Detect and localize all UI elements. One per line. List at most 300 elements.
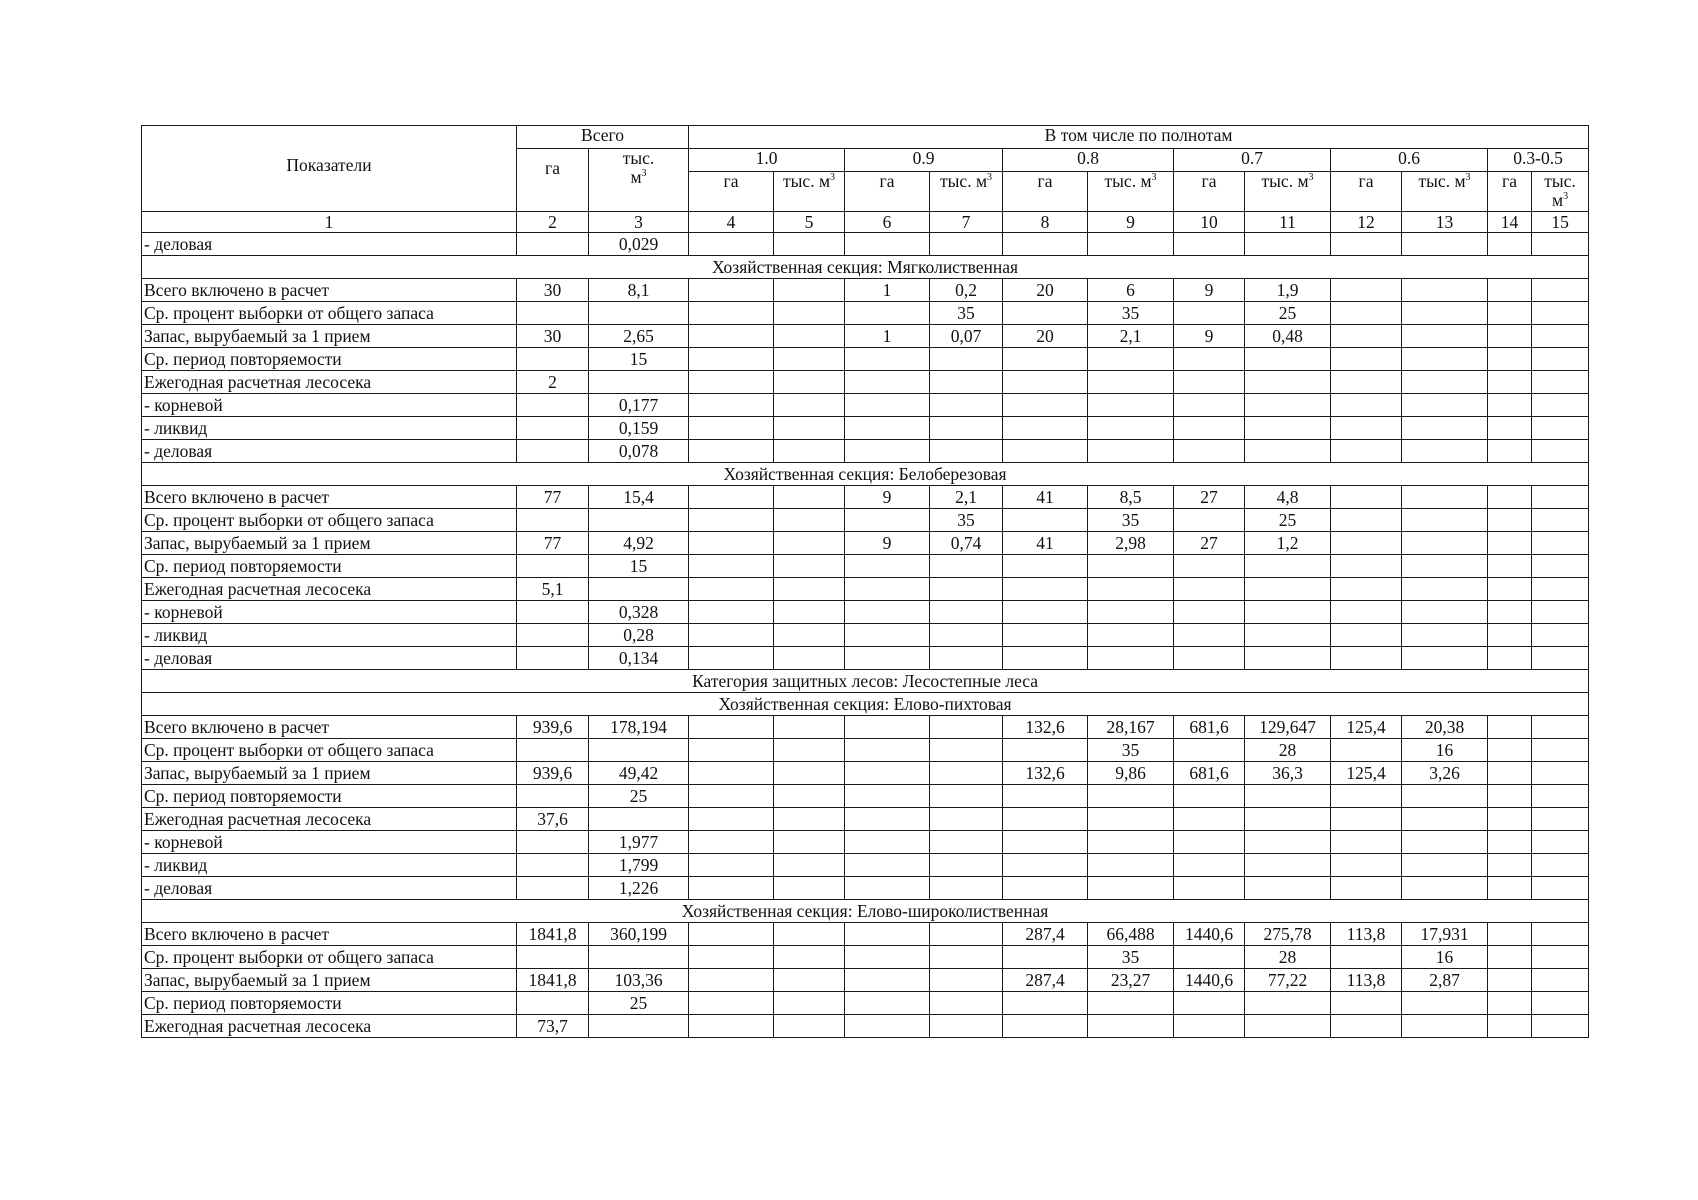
table-cell xyxy=(517,601,589,624)
table-cell: 0,029 xyxy=(589,233,689,256)
table-cell: 36,3 xyxy=(1245,762,1331,785)
table-row xyxy=(142,762,1589,785)
table-cell: 1,799 xyxy=(589,854,689,877)
row-label: Ср. период повторяемости xyxy=(142,348,517,371)
table-cell xyxy=(774,440,845,463)
table-cell: 1841,8 xyxy=(517,969,589,992)
table-cell xyxy=(1331,440,1402,463)
table-cell xyxy=(774,647,845,670)
column-numbers-row xyxy=(142,212,1589,233)
row-label: Ежегодная расчетная лесосека xyxy=(142,1015,517,1038)
unit-th-m: тыс. м xyxy=(940,171,988,191)
table-cell xyxy=(689,808,774,831)
column-number: 1 xyxy=(142,212,517,233)
row-label: Ежегодная расчетная лесосека xyxy=(142,371,517,394)
header-density-volume xyxy=(1245,172,1331,212)
header-density-ha: га xyxy=(845,172,930,212)
column-number: 5 xyxy=(774,212,845,233)
table-cell: 1,9 xyxy=(1245,279,1331,302)
unit-sup: 3 xyxy=(1563,191,1569,203)
table-cell xyxy=(930,969,1003,992)
table-cell xyxy=(774,762,845,785)
table-cell xyxy=(1003,440,1088,463)
table-cell: 287,4 xyxy=(1003,969,1088,992)
table-cell xyxy=(930,785,1003,808)
row-label: Запас, вырубаемый за 1 прием xyxy=(142,325,517,348)
table-cell xyxy=(1003,831,1088,854)
table-cell xyxy=(1532,555,1589,578)
table-cell xyxy=(517,348,589,371)
table-cell xyxy=(1174,371,1245,394)
table-cell xyxy=(774,624,845,647)
section-title: Хозяйственная секция: Мягколиственная xyxy=(142,256,1589,279)
table-cell xyxy=(930,371,1003,394)
table-cell xyxy=(1532,854,1589,877)
table-cell xyxy=(845,762,930,785)
table-cell xyxy=(1088,624,1174,647)
table-cell xyxy=(1402,785,1488,808)
table-cell xyxy=(1532,532,1589,555)
table-cell xyxy=(1174,578,1245,601)
table-cell xyxy=(1003,624,1088,647)
table-cell: 9,86 xyxy=(1088,762,1174,785)
table-cell: 6 xyxy=(1088,279,1174,302)
table-cell xyxy=(689,785,774,808)
table-cell xyxy=(1488,946,1532,969)
table-cell xyxy=(930,1015,1003,1038)
table-cell xyxy=(1245,601,1331,624)
table-cell: 1,2 xyxy=(1245,532,1331,555)
table-cell xyxy=(930,992,1003,1015)
column-number: 10 xyxy=(1174,212,1245,233)
table-cell: 20 xyxy=(1003,325,1088,348)
table-cell: 9 xyxy=(845,532,930,555)
table-cell xyxy=(1003,302,1088,325)
table-cell: 0,078 xyxy=(589,440,689,463)
table-cell xyxy=(1003,578,1088,601)
table-row xyxy=(142,831,1589,854)
table-cell: 27 xyxy=(1174,486,1245,509)
table-cell xyxy=(930,808,1003,831)
table-cell xyxy=(1003,854,1088,877)
table-row xyxy=(142,1015,1589,1038)
table-cell xyxy=(689,992,774,1015)
table-cell xyxy=(517,417,589,440)
section-row xyxy=(142,463,1589,486)
column-number: 2 xyxy=(517,212,589,233)
table-cell: 15 xyxy=(589,555,689,578)
table-cell xyxy=(1488,486,1532,509)
row-label: Всего включено в расчет xyxy=(142,279,517,302)
table-cell: 77,22 xyxy=(1245,969,1331,992)
table-cell xyxy=(689,509,774,532)
table-cell xyxy=(517,509,589,532)
table-cell xyxy=(1488,785,1532,808)
table-row xyxy=(142,325,1589,348)
table-cell xyxy=(845,417,930,440)
table-cell xyxy=(1331,532,1402,555)
table-cell xyxy=(1331,371,1402,394)
table-row xyxy=(142,946,1589,969)
table-cell xyxy=(774,854,845,877)
column-number: 13 xyxy=(1402,212,1488,233)
header-density-volume xyxy=(1532,172,1589,212)
table-cell: 2,1 xyxy=(930,486,1003,509)
table-cell xyxy=(1174,417,1245,440)
table-cell: 0,328 xyxy=(589,601,689,624)
header-density-volume xyxy=(1088,172,1174,212)
table-cell xyxy=(1245,854,1331,877)
table-cell xyxy=(774,1015,845,1038)
table-cell xyxy=(1488,394,1532,417)
table-cell xyxy=(1174,348,1245,371)
unit-th-m: тыс. м xyxy=(1261,171,1309,191)
unit-sup: 3 xyxy=(641,168,647,180)
table-cell xyxy=(930,417,1003,440)
table-cell xyxy=(1003,394,1088,417)
table-cell xyxy=(1174,739,1245,762)
table-cell xyxy=(774,348,845,371)
table-cell xyxy=(1088,1015,1174,1038)
table-row xyxy=(142,923,1589,946)
table-cell xyxy=(517,233,589,256)
table-cell xyxy=(589,578,689,601)
table-cell xyxy=(1088,394,1174,417)
table-cell xyxy=(1003,992,1088,1015)
table-row xyxy=(142,233,1589,256)
table-cell xyxy=(517,785,589,808)
section-title: Хозяйственная секция: Елово-широколиственная xyxy=(142,900,1589,923)
section-row xyxy=(142,256,1589,279)
row-label: Всего включено в расчет xyxy=(142,716,517,739)
table-cell: 103,36 xyxy=(589,969,689,992)
table-cell xyxy=(689,532,774,555)
column-number: 15 xyxy=(1532,212,1589,233)
header-volume-line2 xyxy=(1534,191,1586,210)
table-cell xyxy=(1003,233,1088,256)
table-cell xyxy=(930,624,1003,647)
table-cell xyxy=(1331,509,1402,532)
section-row xyxy=(142,900,1589,923)
table-cell xyxy=(1088,233,1174,256)
unit-sup: 3 xyxy=(987,172,993,184)
table-cell xyxy=(1402,555,1488,578)
table-cell xyxy=(517,739,589,762)
table-cell: 30 xyxy=(517,279,589,302)
table-cell: 9 xyxy=(1174,279,1245,302)
header-density-ha: га xyxy=(1488,172,1532,212)
table-row xyxy=(142,992,1589,1015)
table-cell xyxy=(1488,716,1532,739)
table-cell xyxy=(845,348,930,371)
row-label: - деловая xyxy=(142,233,517,256)
table-cell xyxy=(689,923,774,946)
table-cell xyxy=(774,325,845,348)
table-cell xyxy=(1245,1015,1331,1038)
table-cell xyxy=(845,946,930,969)
row-label: Запас, вырубаемый за 1 прием xyxy=(142,532,517,555)
table-cell: 113,8 xyxy=(1331,969,1402,992)
table-cell xyxy=(1003,808,1088,831)
row-label: Ср. процент выборки от общего запаса xyxy=(142,946,517,969)
table-cell xyxy=(1402,371,1488,394)
table-cell: 2,65 xyxy=(589,325,689,348)
table-cell xyxy=(1245,877,1331,900)
header-total-volume-line1: тыс. xyxy=(622,148,655,168)
table-cell xyxy=(930,854,1003,877)
table-cell xyxy=(1174,854,1245,877)
table-row xyxy=(142,394,1589,417)
table-cell xyxy=(689,325,774,348)
table-cell xyxy=(774,371,845,394)
header-by-density: В том числе по полнотам xyxy=(689,126,1589,149)
table-cell: 0,134 xyxy=(589,647,689,670)
table-cell xyxy=(1402,348,1488,371)
table-cell: 2,87 xyxy=(1402,969,1488,992)
table-cell: 20,38 xyxy=(1402,716,1488,739)
header-density-volume xyxy=(1402,172,1488,212)
table-cell xyxy=(1174,440,1245,463)
column-number: 6 xyxy=(845,212,930,233)
table-cell xyxy=(930,877,1003,900)
table-cell xyxy=(774,716,845,739)
table-cell: 1440,6 xyxy=(1174,923,1245,946)
section-title: Хозяйственная секция: Елово-пихтовая xyxy=(142,693,1589,716)
section-title: Хозяйственная секция: Белоберезовая xyxy=(142,463,1589,486)
table-row xyxy=(142,854,1589,877)
table-cell xyxy=(1402,440,1488,463)
table-cell: 4,92 xyxy=(589,532,689,555)
table-cell: 35 xyxy=(1088,739,1174,762)
table-cell xyxy=(1003,785,1088,808)
table-cell xyxy=(1331,992,1402,1015)
header-row-1 xyxy=(142,126,1589,149)
table-cell xyxy=(1402,624,1488,647)
table-cell xyxy=(1174,233,1245,256)
table-cell: 0,2 xyxy=(930,279,1003,302)
section-title: Категория защитных лесов: Лесостепные леса xyxy=(142,670,1589,693)
table-cell xyxy=(1088,808,1174,831)
table-cell xyxy=(689,440,774,463)
section-row xyxy=(142,670,1589,693)
table-row xyxy=(142,578,1589,601)
table-cell xyxy=(1331,739,1402,762)
table-row xyxy=(142,739,1589,762)
table-cell: 49,42 xyxy=(589,762,689,785)
header-volume-line1: тыс. xyxy=(1544,171,1576,191)
row-label: Ср. период повторяемости xyxy=(142,555,517,578)
table-cell: 35 xyxy=(1088,509,1174,532)
table-cell xyxy=(517,624,589,647)
table-cell xyxy=(774,785,845,808)
unit-sup: 3 xyxy=(1465,172,1471,184)
table-cell xyxy=(1088,348,1174,371)
table-cell: 15,4 xyxy=(589,486,689,509)
table-cell xyxy=(774,302,845,325)
table-cell xyxy=(1488,739,1532,762)
table-cell xyxy=(689,1015,774,1038)
table-cell xyxy=(1532,371,1589,394)
table-cell xyxy=(1532,279,1589,302)
table-cell xyxy=(689,877,774,900)
table-cell xyxy=(930,348,1003,371)
unit-m: м xyxy=(1552,190,1564,210)
table-cell: 16 xyxy=(1402,739,1488,762)
density-0-9: 0.9 xyxy=(845,149,1003,172)
table-row xyxy=(142,969,1589,992)
table-cell: 4,8 xyxy=(1245,486,1331,509)
table-cell xyxy=(589,808,689,831)
table-cell xyxy=(689,348,774,371)
table-cell xyxy=(1532,325,1589,348)
table-cell: 681,6 xyxy=(1174,716,1245,739)
table-cell xyxy=(1174,624,1245,647)
table-cell xyxy=(1402,578,1488,601)
table-cell xyxy=(517,992,589,1015)
table-cell xyxy=(1488,371,1532,394)
table-cell: 35 xyxy=(930,302,1003,325)
column-number: 14 xyxy=(1488,212,1532,233)
table-cell xyxy=(1532,647,1589,670)
table-cell: 25 xyxy=(589,992,689,1015)
table-cell xyxy=(1402,325,1488,348)
table-cell xyxy=(1245,808,1331,831)
table-cell xyxy=(1003,509,1088,532)
table-cell xyxy=(1088,601,1174,624)
table-cell xyxy=(1003,601,1088,624)
table-cell xyxy=(1088,440,1174,463)
table-cell: 16 xyxy=(1402,946,1488,969)
table-cell xyxy=(1003,1015,1088,1038)
table-row xyxy=(142,647,1589,670)
table-cell xyxy=(1488,325,1532,348)
table-cell xyxy=(689,624,774,647)
table-cell xyxy=(1488,440,1532,463)
table-cell xyxy=(930,647,1003,670)
table-cell xyxy=(1088,854,1174,877)
table-cell xyxy=(1331,279,1402,302)
table-cell xyxy=(1488,532,1532,555)
table-cell xyxy=(845,302,930,325)
table-cell xyxy=(1088,877,1174,900)
table-cell xyxy=(930,394,1003,417)
table-cell xyxy=(1532,969,1589,992)
table-cell: 23,27 xyxy=(1088,969,1174,992)
density-0-3-0-5: 0.3-0.5 xyxy=(1488,149,1589,172)
table-cell: 132,6 xyxy=(1003,716,1088,739)
table-cell xyxy=(1088,785,1174,808)
column-number: 9 xyxy=(1088,212,1174,233)
table-cell: 77 xyxy=(517,486,589,509)
table-cell: 125,4 xyxy=(1331,762,1402,785)
table-cell xyxy=(1532,739,1589,762)
table-cell: 41 xyxy=(1003,486,1088,509)
unit-sup: 3 xyxy=(1308,172,1314,184)
table-cell xyxy=(1003,647,1088,670)
table-cell xyxy=(1532,1015,1589,1038)
table-cell xyxy=(689,371,774,394)
table-cell xyxy=(1488,601,1532,624)
table-cell xyxy=(589,302,689,325)
table-cell xyxy=(1402,647,1488,670)
table-cell xyxy=(845,808,930,831)
table-cell xyxy=(1402,992,1488,1015)
table-cell xyxy=(689,969,774,992)
row-label: Ежегодная расчетная лесосека xyxy=(142,578,517,601)
table-cell xyxy=(589,1015,689,1038)
table-row xyxy=(142,509,1589,532)
table-cell xyxy=(1532,831,1589,854)
table-cell xyxy=(1402,486,1488,509)
table-cell xyxy=(689,946,774,969)
table-cell xyxy=(1088,555,1174,578)
table-cell xyxy=(1331,555,1402,578)
table-row xyxy=(142,532,1589,555)
table-cell xyxy=(689,578,774,601)
table-cell: 77 xyxy=(517,532,589,555)
table-cell: 0,177 xyxy=(589,394,689,417)
unit-th-m: тыс. м xyxy=(1418,171,1466,191)
header-total-volume xyxy=(589,149,689,212)
table-cell xyxy=(689,417,774,440)
row-label: Ср. процент выборки от общего запаса xyxy=(142,302,517,325)
table-cell xyxy=(1245,831,1331,854)
table-cell xyxy=(845,371,930,394)
table-cell xyxy=(1488,969,1532,992)
table-cell: 0,159 xyxy=(589,417,689,440)
table-cell xyxy=(774,601,845,624)
unit-sup: 3 xyxy=(830,172,836,184)
table-cell xyxy=(1174,394,1245,417)
header-total-ha: га xyxy=(517,149,589,212)
table-cell xyxy=(1532,394,1589,417)
table-cell xyxy=(1245,440,1331,463)
table-cell xyxy=(845,555,930,578)
unit-th-m: тыс. м xyxy=(783,171,831,191)
table-cell xyxy=(589,509,689,532)
table-cell xyxy=(1488,877,1532,900)
table-cell xyxy=(1532,992,1589,1015)
table-cell: 25 xyxy=(1245,302,1331,325)
table-cell: 275,78 xyxy=(1245,923,1331,946)
table-cell xyxy=(589,739,689,762)
table-row xyxy=(142,601,1589,624)
table-row xyxy=(142,624,1589,647)
table-cell xyxy=(1532,785,1589,808)
table-cell xyxy=(1488,578,1532,601)
table-cell xyxy=(930,923,1003,946)
document-page xyxy=(141,125,1588,1038)
table-row xyxy=(142,808,1589,831)
table-row xyxy=(142,486,1589,509)
table-cell: 35 xyxy=(1088,946,1174,969)
table-cell xyxy=(845,601,930,624)
row-label: Ср. период повторяемости xyxy=(142,992,517,1015)
table-cell xyxy=(774,509,845,532)
table-cell xyxy=(1532,233,1589,256)
table-cell: 681,6 xyxy=(1174,762,1245,785)
table-cell xyxy=(689,601,774,624)
table-cell xyxy=(930,601,1003,624)
table-cell xyxy=(845,394,930,417)
table-cell xyxy=(774,486,845,509)
table-cell: 28,167 xyxy=(1088,716,1174,739)
table-cell xyxy=(774,877,845,900)
table-body xyxy=(142,126,1589,1038)
table-cell: 939,6 xyxy=(517,716,589,739)
table-cell xyxy=(689,302,774,325)
table-cell: 0,74 xyxy=(930,532,1003,555)
